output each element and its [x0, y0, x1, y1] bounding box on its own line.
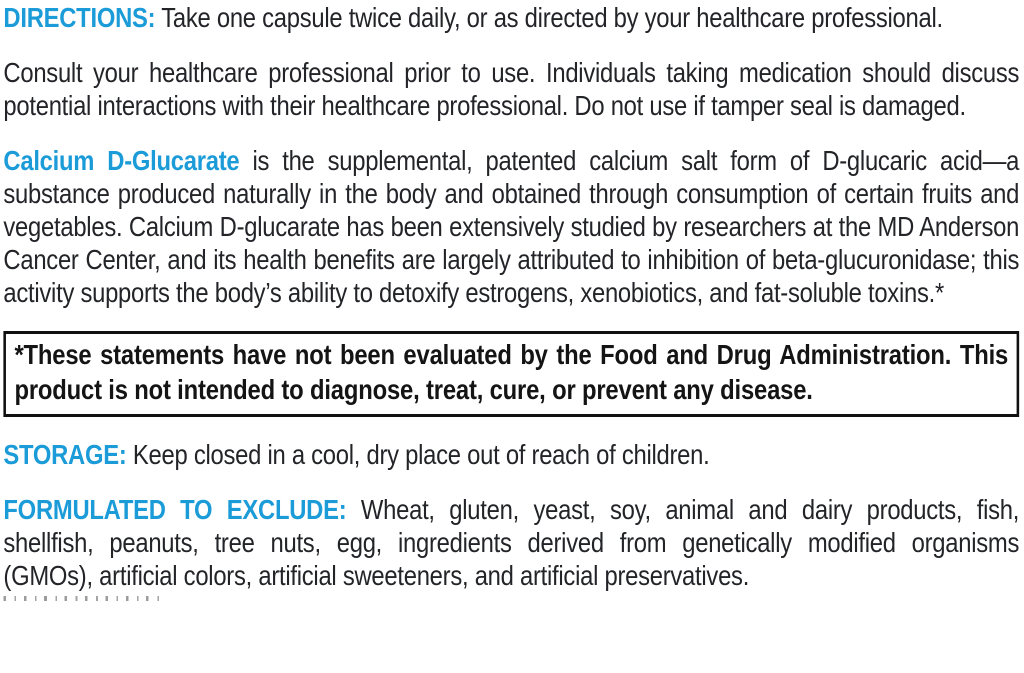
fda-disclaimer-text: *These statements have not been evaluated by the Food and Drug Administration. This product is not intended to diagnose, treat, cure, or prevent any disease.: [14, 339, 1009, 405]
fda-disclaimer-box: [3, 331, 1019, 417]
calcium-d-glucarate-heading: Calcium D-Glucarate: [3, 145, 240, 176]
formulated-to-exclude-heading: FORMULATED TO EXCLUDE:: [3, 494, 347, 525]
directions-heading: DIRECTIONS:: [3, 2, 156, 33]
directions-text: Take one capsule twice daily, or as directed by your healthcare professional.: [161, 2, 943, 33]
consult-paragraph: [3, 56, 1019, 122]
consult-text: Consult your healthcare professional prior to use. Individuals taking medication should discuss potential interactions with their healthcare professional. Do not use if tamper seal is damaged.: [3, 57, 1020, 121]
directions-paragraph: [3, 1, 1019, 34]
formulated-to-exclude-text: Wheat, gluten, yeast, soy, animal and dairy products, fish, shellfish, peanuts, tree nuts, egg, ingredients derived from genetically modified organisms (GMOs), artificial colors, artificial sweeteners, and artificial preservatives.: [3, 494, 1020, 591]
cutoff-text-fragment: [3, 596, 165, 601]
storage-heading: STORAGE:: [3, 439, 127, 470]
calcium-d-glucarate-text: is the supplemental, patented calcium salt form of D-glucaric acid—a substance produced naturally in the body and obtained through consumption of certain fruits and vegetables. Calcium D-glucarate has been extensively studied by researchers at the MD Anderson Cancer Center, and its health benefits are largely attributed to inhibition of beta-glucuronidase; this activity supports the body’s ability to detoxify estrogens, xenobiotics, and fat-soluble toxins.*: [3, 145, 1020, 308]
storage-paragraph: [3, 438, 1019, 471]
calcium-d-glucarate-paragraph: [3, 144, 1019, 309]
storage-text: Keep closed in a cool, dry place out of reach of children.: [132, 439, 710, 470]
formulated-to-exclude-paragraph: [3, 493, 1019, 592]
